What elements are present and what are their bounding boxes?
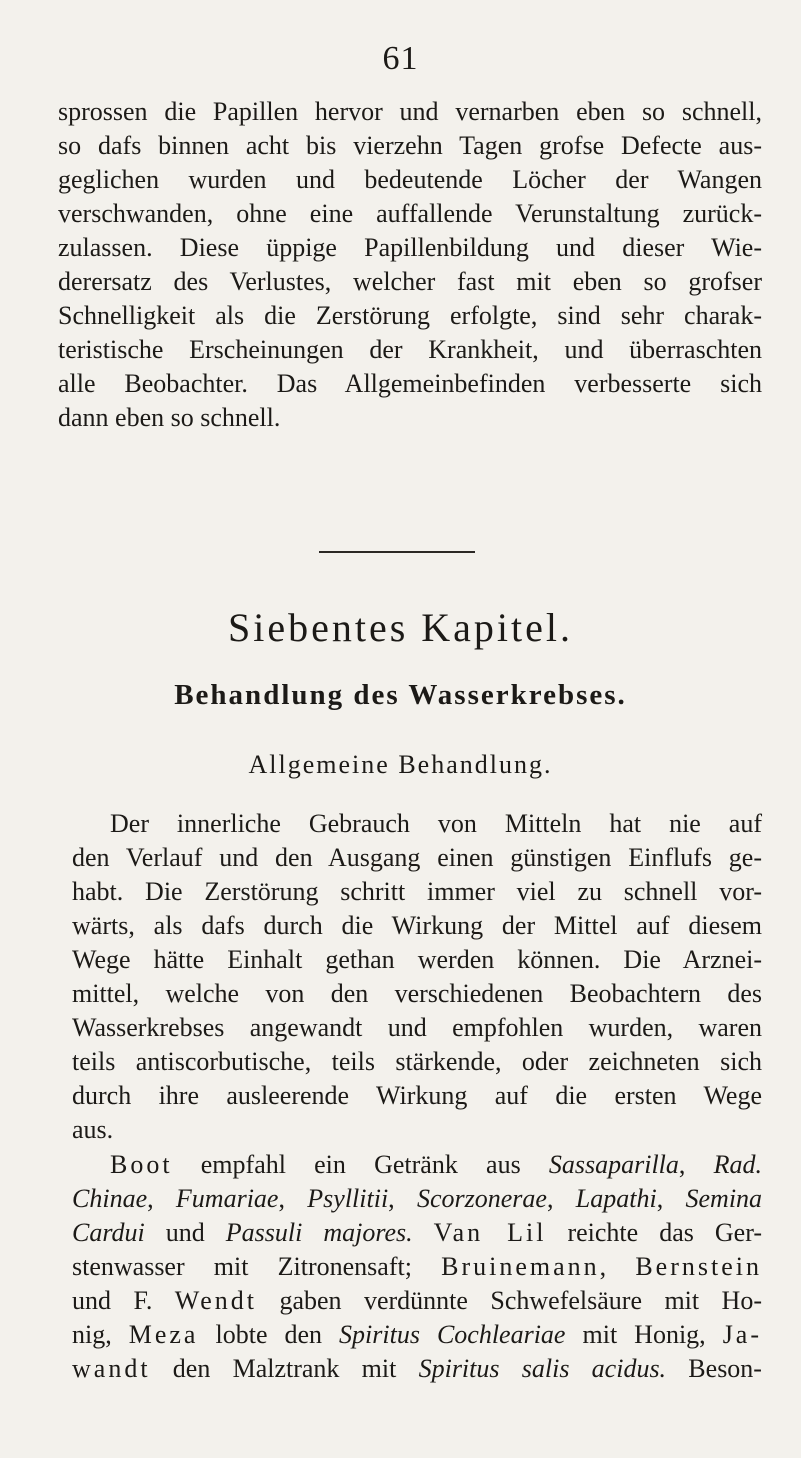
remedy-name: Rad. bbox=[713, 1150, 762, 1179]
section-heading: Behandlung des Wasserkrebses. bbox=[174, 679, 627, 711]
subsection-heading: Allgemeine Behandlung. bbox=[248, 750, 553, 779]
remedy-name: Psyllitii bbox=[307, 1184, 389, 1213]
author-name: Wendt bbox=[174, 1286, 258, 1315]
section-divider bbox=[319, 551, 475, 553]
author-name: Boot bbox=[110, 1150, 173, 1179]
remedy-name: Lapathi bbox=[575, 1184, 657, 1213]
paragraph-remedies bbox=[72, 1148, 762, 1386]
remedy-name: Sassaparilla bbox=[548, 1150, 679, 1179]
remedy-name: Cardui bbox=[72, 1218, 145, 1247]
text-line: teristische Erscheinungen der Krankheit, und überraschten bbox=[58, 335, 762, 364]
text-line: und F. Wendt gaben verdünnte Schwefelsäure mit Ho- bbox=[72, 1286, 762, 1315]
text-line: Wege hätte Einhalt gethan werden können. Die Arznei- bbox=[72, 945, 762, 974]
remedy-name: Spiritus salis acidus. bbox=[418, 1354, 667, 1383]
author-name: Bernstein bbox=[635, 1252, 762, 1281]
text-line: aus. bbox=[72, 1115, 114, 1144]
chapter-title: Siebentes Kapitel. bbox=[227, 605, 574, 650]
paragraph-continuation bbox=[58, 95, 762, 435]
text-line: mittel, welche von den verschiedenen Beobachtern des bbox=[72, 979, 762, 1008]
text-line: durch ihre ausleerende Wirkung auf die ersten Wege bbox=[72, 1081, 762, 1110]
author-name: Bruinemann bbox=[441, 1252, 600, 1281]
page-number: 61 bbox=[382, 40, 419, 77]
text-line: Cardui und Passuli majores. Van Lil reichte das Ger- bbox=[72, 1218, 762, 1247]
text-line: wandt den Malztrank mit Spiritus salis acidus. Beson- bbox=[72, 1354, 762, 1383]
text-line: geglichen wurden und bedeutende Löcher der Wangen bbox=[58, 165, 762, 194]
text-line: wärts, als dafs durch die Wirkung der Mittel auf diesem bbox=[72, 911, 762, 940]
author-name: Ja- bbox=[722, 1320, 763, 1349]
text-line: zulassen. Diese üppige Papillenbildung und dieser Wie- bbox=[58, 233, 762, 262]
author-name: Meza bbox=[128, 1320, 199, 1349]
text-line: sprossen die Papillen hervor und vernarben eben so schnell, bbox=[58, 97, 762, 126]
author-name: wandt bbox=[72, 1354, 151, 1383]
author-name: Van Lil bbox=[433, 1218, 547, 1247]
remedy-name: Scorzonerae bbox=[416, 1184, 547, 1213]
text-line: so dafs binnen acht bis vierzehn Tagen grofse Defecte aus- bbox=[58, 131, 762, 160]
text-line: Schnelligkeit als die Zerstörung erfolgte, sind sehr charak- bbox=[58, 301, 762, 330]
text-line: derersatz des Verlustes, welcher fast mit eben so grofser bbox=[58, 267, 762, 296]
remedy-name: Chinae bbox=[72, 1184, 148, 1213]
text-line: habt. Die Zerstörung schritt immer viel zu schnell vor- bbox=[72, 877, 762, 906]
text-line: stenwasser mit Zitronensaft; Bruinemann, Bernstein bbox=[72, 1252, 762, 1281]
text-line: alle Beobachter. Das Allgemeinbefinden verbesserte sich bbox=[58, 369, 762, 398]
remedy-name: Passuli majores. bbox=[225, 1218, 413, 1247]
text-line: nig, Meza lobte den Spiritus Cochleariae mit Honig, Ja- bbox=[72, 1320, 763, 1349]
remedy-name: Semina bbox=[685, 1184, 763, 1213]
text-line: Boot empfahl ein Getränk aus Sassaparilla, Rad. bbox=[110, 1150, 762, 1179]
remedy-name: Spiritus Cochleariae bbox=[339, 1320, 566, 1349]
text-line: Chinae, Fumariae, Psyllitii, Scorzonerae, Lapathi, Semina bbox=[72, 1184, 763, 1213]
text-line: den Verlauf und den Ausgang einen günstigen Einflufs ge- bbox=[72, 843, 762, 872]
text-line: dann eben so schnell. bbox=[58, 403, 281, 432]
text-line: Wasserkrebses angewandt und empfohlen wurden, waren bbox=[72, 1013, 762, 1042]
text-line: Der innerliche Gebrauch von Mitteln hat nie auf bbox=[110, 809, 762, 838]
text-line: teils antiscorbutische, teils stärkende, oder zeichneten sich bbox=[72, 1047, 762, 1076]
text-line: verschwanden, ohne eine auffallende Verunstaltung zurück- bbox=[58, 199, 762, 228]
paragraph-treatment bbox=[72, 807, 762, 1147]
remedy-name: Fumariae bbox=[175, 1184, 279, 1213]
